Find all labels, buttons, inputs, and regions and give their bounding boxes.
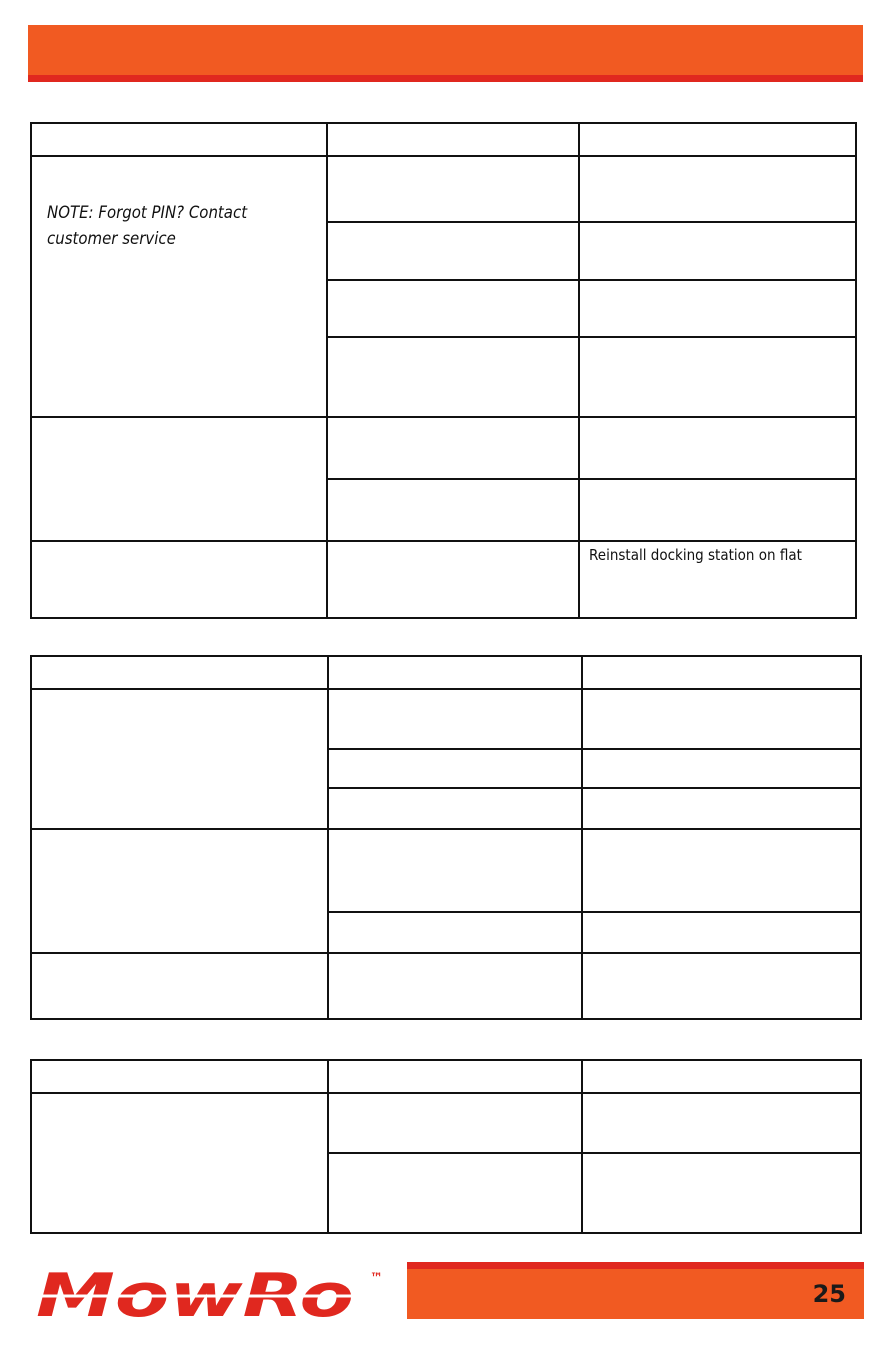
table-cell — [579, 123, 856, 156]
table-cell — [31, 417, 327, 541]
table-cell — [579, 280, 856, 337]
footer-rule — [407, 1262, 864, 1269]
footer-bar — [407, 1262, 864, 1319]
table-row — [31, 1093, 861, 1153]
table-cell — [327, 156, 579, 222]
solution-text: Reinstall docking station on flat — [589, 546, 802, 564]
table-cell — [582, 953, 861, 1019]
table-cell — [31, 656, 328, 689]
table-cell — [582, 912, 861, 953]
table-cell — [327, 222, 579, 280]
table-cell — [328, 1093, 582, 1153]
table-cell — [582, 656, 861, 689]
page-number: 25 — [812, 1280, 846, 1308]
table-cell — [327, 337, 579, 417]
troubleshooting-table-2 — [30, 655, 862, 1020]
header-bar — [28, 25, 863, 82]
table-cell — [328, 953, 582, 1019]
table-cell — [328, 656, 582, 689]
table-cell — [582, 1060, 861, 1093]
table-cell — [31, 1060, 328, 1093]
table-cell — [582, 749, 861, 788]
table-cell — [579, 479, 856, 541]
table-cell — [582, 689, 861, 749]
troubleshooting-table-1 — [30, 122, 857, 619]
table-cell — [31, 123, 327, 156]
table-cell — [328, 912, 582, 953]
table-row — [31, 953, 861, 1019]
troubleshooting-table-3 — [30, 1059, 862, 1234]
table-header-row — [31, 1060, 861, 1093]
table-header-row — [31, 123, 856, 156]
table-row — [31, 829, 861, 912]
table-cell — [328, 1060, 582, 1093]
header-rule — [28, 75, 863, 82]
table-header-row — [31, 656, 861, 689]
table-cell — [579, 222, 856, 280]
table-cell — [328, 829, 582, 912]
table-cell — [579, 417, 856, 479]
table-cell — [579, 156, 856, 222]
table-cell — [582, 788, 861, 829]
table-cell — [31, 829, 328, 953]
table-cell — [31, 541, 327, 618]
note-line: customer service — [47, 229, 176, 249]
mowro-logo-mark — [34, 1262, 394, 1324]
table-cell — [327, 280, 579, 337]
table-cell — [582, 1153, 861, 1233]
table-row — [31, 689, 861, 749]
table-cell — [328, 749, 582, 788]
table-cell — [328, 788, 582, 829]
logo-wordmark: MowRo — [36, 1262, 354, 1324]
table-cell — [328, 1153, 582, 1233]
table-cell — [31, 156, 327, 417]
table-cell — [579, 337, 856, 417]
table-row — [31, 417, 856, 479]
table-cell — [327, 417, 579, 479]
note-line: NOTE: Forgot PIN? Contact — [47, 203, 248, 223]
table-cell — [582, 829, 861, 912]
trademark-symbol: ™ — [370, 1271, 383, 1286]
table-cell — [327, 479, 579, 541]
mowro-logo — [34, 1262, 394, 1329]
table-cell — [31, 953, 328, 1019]
note-forgot-pin — [47, 200, 247, 252]
table-cell — [328, 689, 582, 749]
table-cell — [582, 1093, 861, 1153]
table-cell — [327, 541, 579, 618]
table-cell — [31, 689, 328, 829]
table-cell — [327, 123, 579, 156]
table-cell — [31, 1093, 328, 1233]
